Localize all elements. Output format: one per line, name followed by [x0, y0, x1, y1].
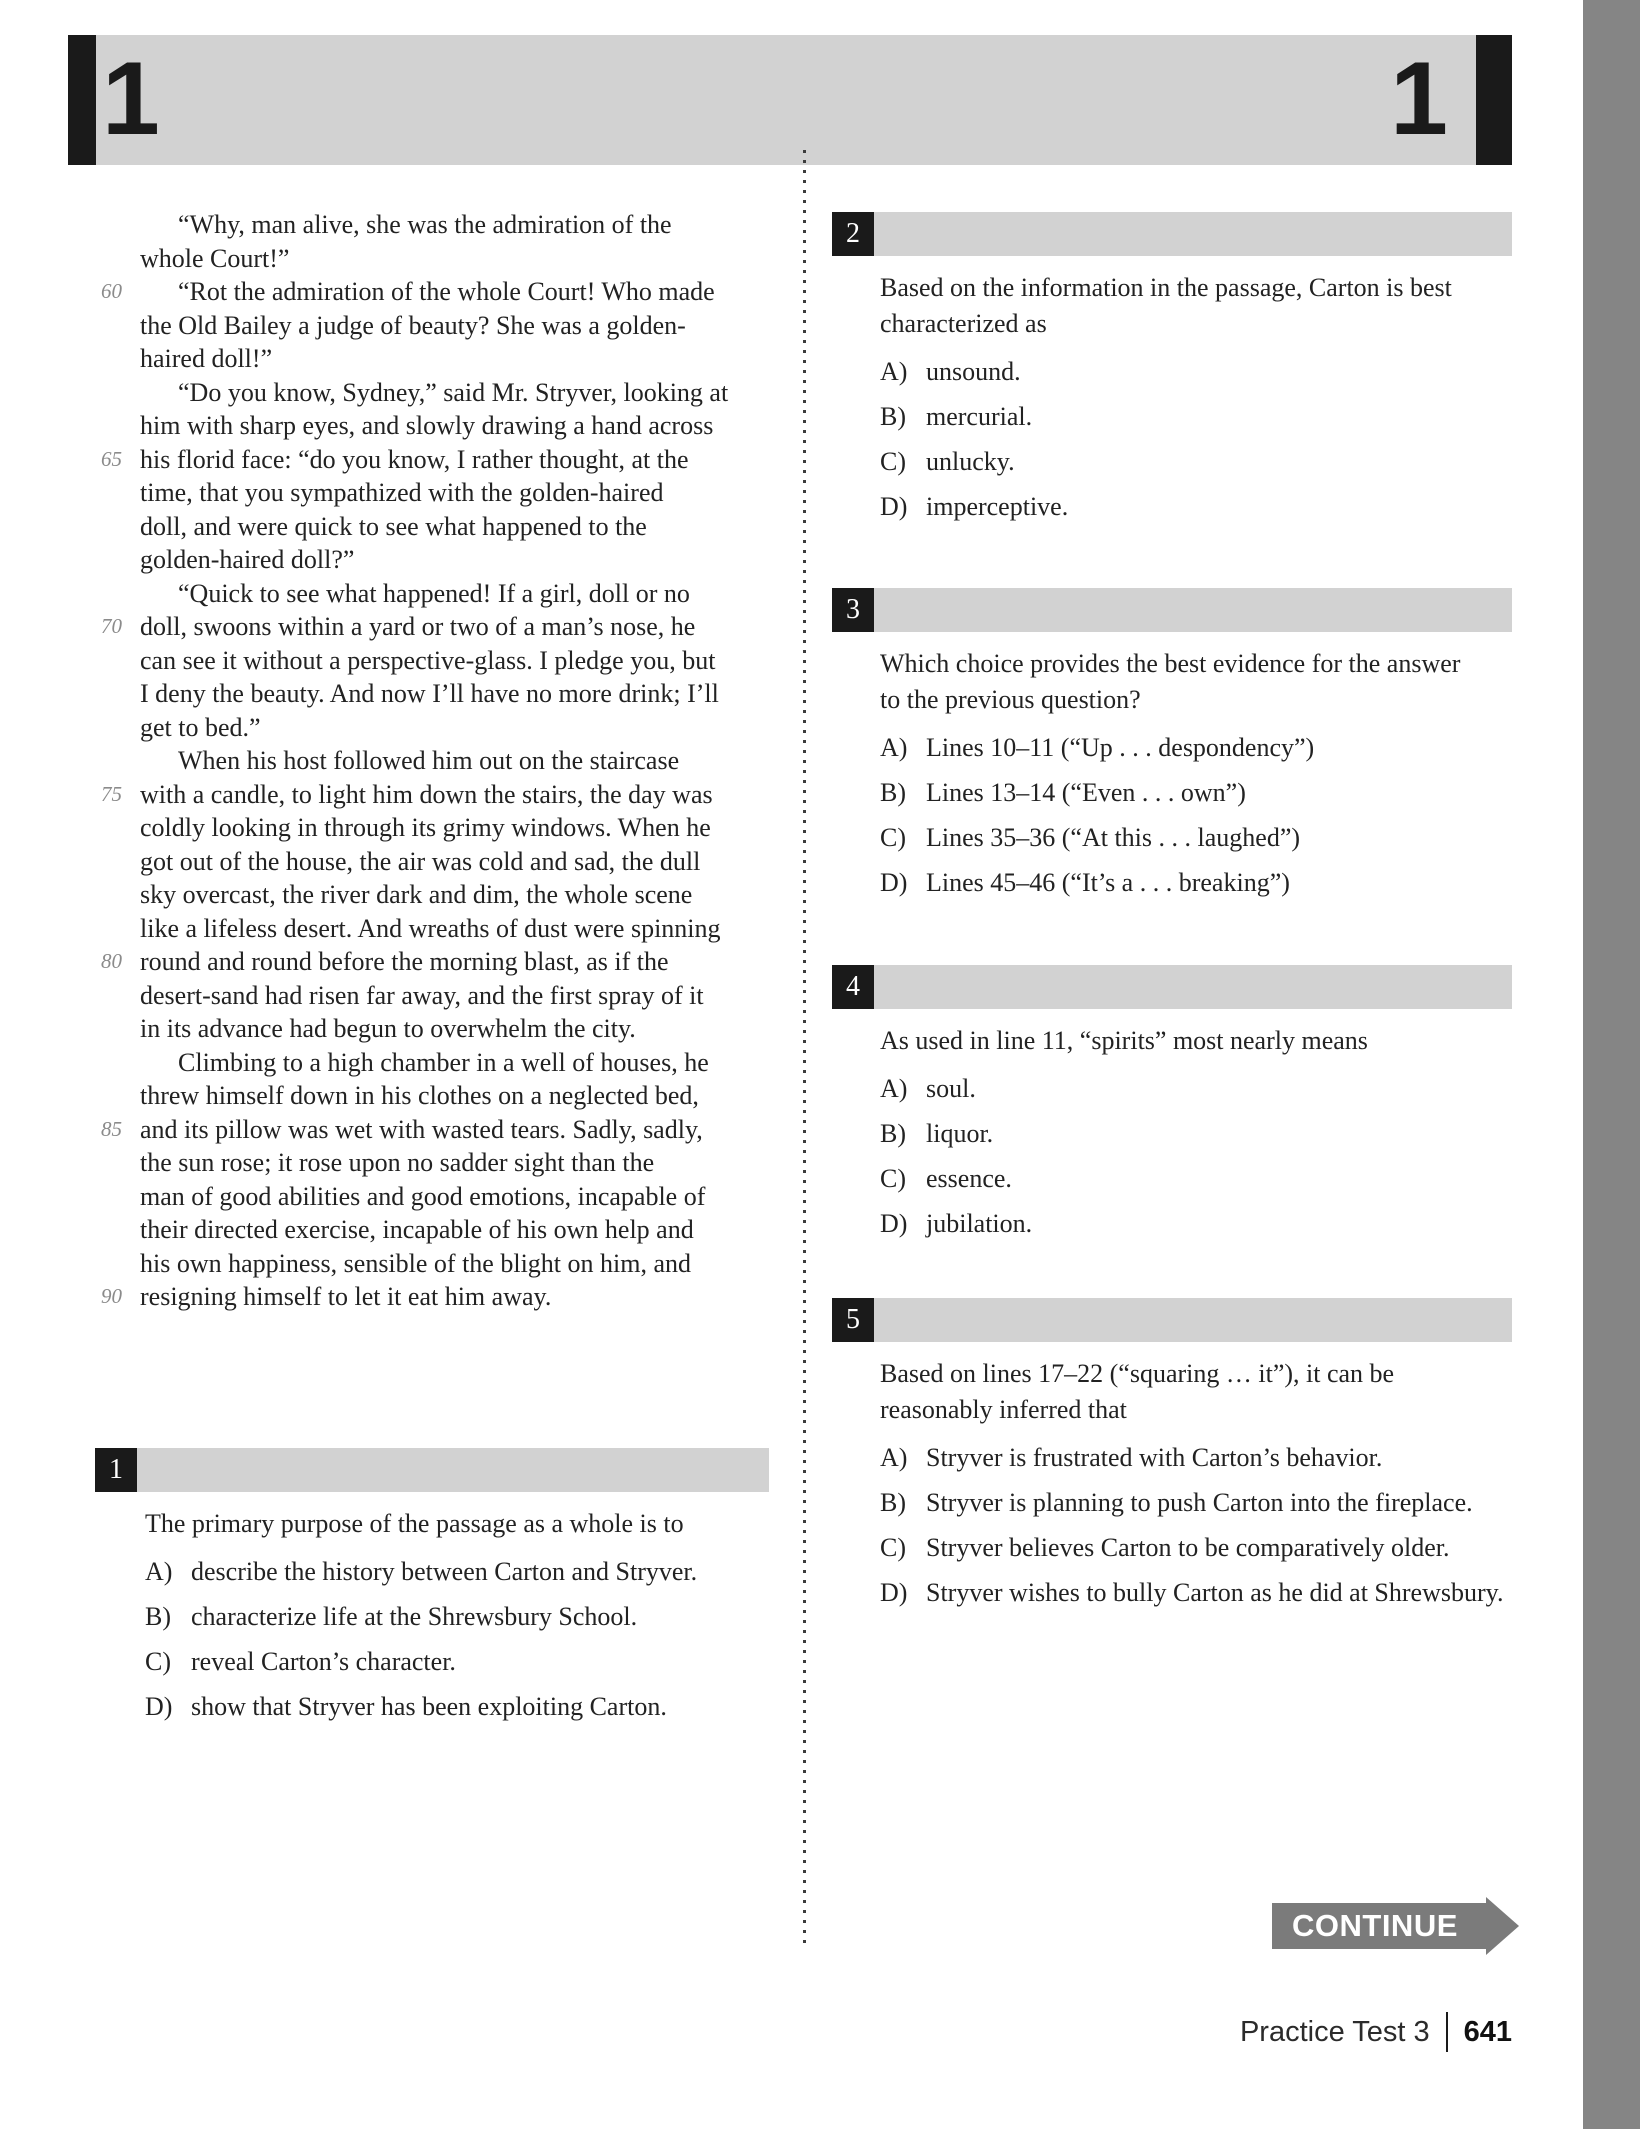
passage-line	[68, 309, 794, 343]
line-number	[68, 208, 140, 242]
choice-letter: A)	[880, 357, 908, 386]
passage-line-text: Climbing to a high chamber in a well of houses, he	[178, 1047, 709, 1077]
answer-choices	[880, 1071, 1512, 1242]
passage-line-text: with a candle, to light him down the stairs, the day was	[140, 779, 713, 809]
passage-line-text: round and round before the morning blast, as if the	[140, 947, 669, 976]
question-5-header	[832, 1298, 1512, 1342]
choice-text: Lines 10–11 (“Up . . . despondency”)	[926, 733, 1315, 762]
footer-test-label: Practice Test 3	[1239, 2015, 1430, 2048]
choice-text: Stryver believes Carton to be comparatively older.	[926, 1533, 1450, 1562]
passage-line	[68, 1146, 794, 1180]
passage-line-text: “Quick to see what happened! If a girl, doll or no	[178, 578, 690, 608]
answer-choice	[880, 1485, 1512, 1521]
choice-letter: D)	[880, 868, 908, 897]
choice-letter: B)	[880, 1119, 906, 1148]
passage-line	[68, 1113, 794, 1147]
passage-line	[68, 1046, 794, 1080]
choice-letter: B)	[880, 1488, 906, 1517]
choice-text: Stryver wishes to bully Carton as he did at Shrewsbury.	[926, 1578, 1504, 1607]
question-header-bar	[874, 212, 1512, 256]
passage-line-text: the sun rose; it rose upon no sadder sight than the	[140, 1148, 655, 1177]
question-header-bar	[137, 1448, 769, 1492]
line-number: 80	[101, 949, 122, 973]
header-right-black-bar	[1476, 35, 1512, 165]
line-number	[68, 845, 140, 879]
passage-line	[68, 409, 794, 443]
question-4	[832, 965, 1512, 1251]
passage-line-text: the Old Bailey a judge of beauty? She was a golden-	[140, 310, 686, 340]
choice-text: Stryver is planning to push Carton into the fireplace.	[926, 1488, 1473, 1517]
passage-line-text: threw himself down in his clothes on a neglected bed,	[140, 1081, 699, 1110]
passage-line-text: man of good abilities and good emotions, incapable of	[140, 1181, 706, 1211]
passage-line	[68, 376, 794, 410]
choice-letter: B)	[880, 402, 906, 431]
line-number	[68, 577, 140, 611]
choice-text: Lines 45–46 (“It’s a . . . breaking”)	[926, 868, 1290, 897]
line-number	[68, 342, 140, 376]
arrow-right-icon	[1486, 1897, 1519, 1955]
choice-text: mercurial.	[926, 402, 1033, 431]
choice-letter: A)	[880, 1443, 908, 1472]
question-3-content	[880, 646, 1512, 901]
passage-line-text: “Rot the admiration of the whole Court! Who made	[178, 277, 715, 306]
passage-line	[68, 510, 794, 544]
line-number	[68, 1012, 140, 1046]
answer-choices	[880, 1440, 1512, 1611]
passage-line	[68, 744, 794, 778]
question-1-content	[145, 1506, 769, 1725]
choice-letter: A)	[145, 1557, 173, 1586]
answer-choice	[880, 354, 1512, 390]
passage-line	[68, 912, 794, 946]
choice-text: Lines 13–14 (“Even . . . own”)	[926, 778, 1246, 807]
line-number	[68, 1046, 140, 1080]
passage-line	[68, 476, 794, 510]
passage-line-text: can see it without a perspective-glass. I pledge you, but	[140, 645, 716, 675]
line-number	[68, 1180, 140, 1214]
passage-line-text: in its advance had begun to overwhelm the city.	[140, 1014, 636, 1043]
answer-choice	[880, 820, 1512, 856]
question-number-box: 3	[832, 588, 874, 632]
question-2-header	[832, 212, 1512, 256]
passage-line-text: their directed exercise, incapable of his own help and	[140, 1215, 694, 1244]
passage-line	[68, 979, 794, 1013]
answer-choice	[880, 1530, 1512, 1566]
answer-choices	[145, 1554, 769, 1725]
answer-choices	[880, 730, 1512, 901]
question-number-box: 1	[95, 1448, 137, 1492]
line-number	[68, 1213, 140, 1247]
passage-line-text: desert-sand had risen far away, and the first spray of it	[140, 980, 704, 1010]
passage-line-text: like a lifeless desert. And wreaths of dust were spinning	[140, 913, 721, 943]
answer-choice	[145, 1644, 769, 1680]
passage-line	[68, 577, 794, 611]
choice-letter: C)	[880, 447, 906, 476]
choice-text: Stryver is frustrated with Carton’s behavior.	[926, 1443, 1383, 1472]
section-header	[68, 35, 1512, 165]
answer-choice	[145, 1599, 769, 1635]
line-number	[68, 309, 140, 343]
passage-line	[68, 610, 794, 644]
passage-line-text: coldly looking in through its grimy windows. When he	[140, 813, 711, 842]
line-number: 85	[101, 1116, 122, 1141]
passage-line	[68, 1247, 794, 1281]
answer-choices	[880, 354, 1512, 525]
page-footer	[832, 2010, 1512, 2054]
answer-choice	[880, 1116, 1512, 1152]
passage-line	[68, 443, 794, 477]
passage-line-text: get to bed.”	[140, 712, 261, 742]
passage-line	[68, 677, 794, 711]
passage-line-text: golden-haired doll?”	[140, 545, 355, 574]
line-number	[68, 409, 140, 443]
question-3	[832, 588, 1512, 910]
choice-text: Lines 35–36 (“At this . . . laughed”)	[926, 823, 1301, 852]
choice-letter: C)	[145, 1647, 171, 1676]
choice-letter: B)	[880, 778, 906, 807]
line-number	[68, 711, 140, 745]
passage-line	[68, 1012, 794, 1046]
question-4-header	[832, 965, 1512, 1009]
passage-line-text: “Do you know, Sydney,” said Mr. Stryver, looking at	[178, 377, 729, 407]
choice-letter: C)	[880, 823, 906, 852]
line-number: 70	[101, 614, 122, 638]
question-3-header	[832, 588, 1512, 632]
line-number	[68, 476, 140, 510]
question-5	[832, 1298, 1512, 1620]
choice-letter: A)	[880, 1074, 908, 1103]
passage-line	[68, 1180, 794, 1214]
passage-line-text: haired doll!”	[140, 344, 273, 373]
answer-choice	[145, 1689, 769, 1725]
passage-line-text: doll, and were quick to see what happened to the	[140, 511, 647, 541]
answer-choice	[880, 1440, 1512, 1476]
passage-line	[68, 778, 794, 812]
question-2	[832, 212, 1512, 534]
line-number	[68, 878, 140, 912]
question-number-box: 2	[832, 212, 874, 256]
answer-choice	[880, 1575, 1512, 1611]
line-number	[68, 510, 140, 544]
passage-line	[68, 945, 794, 979]
question-header-bar	[874, 588, 1512, 632]
passage-line	[68, 1079, 794, 1113]
question-4-content	[880, 1023, 1512, 1242]
passage-line	[68, 208, 794, 242]
passage-line	[68, 242, 794, 276]
line-number	[68, 376, 140, 410]
question-prompt: Based on lines 17–22 (“squaring … it”), it can be reasonably inferred that	[880, 1359, 1395, 1424]
line-number	[68, 242, 140, 276]
answer-choice	[880, 444, 1512, 480]
line-number	[68, 811, 140, 845]
line-number: 65	[101, 446, 122, 471]
answer-choice	[880, 1071, 1512, 1107]
question-number-box: 5	[832, 1298, 874, 1342]
line-number: 75	[101, 781, 122, 806]
footer-divider	[1446, 2012, 1448, 2052]
question-prompt: Based on the information in the passage, Carton is best characterized as	[880, 273, 1452, 338]
choice-letter: D)	[880, 492, 908, 521]
passage-line	[68, 275, 794, 309]
passage-line-text: his florid face: “do you know, I rather thought, at the	[140, 444, 689, 474]
passage-line	[68, 845, 794, 879]
section-number-left: 1	[102, 41, 160, 157]
reading-passage	[68, 208, 794, 1314]
choice-text: imperceptive.	[926, 492, 1069, 521]
choice-text: unsound.	[926, 357, 1021, 386]
choice-text: characterize life at the Shrewsbury School.	[191, 1602, 638, 1631]
passage-line	[68, 1280, 794, 1314]
passage-line	[68, 543, 794, 577]
passage-line-text: resigning himself to let it eat him away.	[140, 1282, 552, 1311]
question-number-box: 4	[832, 965, 874, 1009]
passage-line-text: got out of the house, the air was cold and sad, the dull	[140, 846, 701, 876]
line-number	[68, 912, 140, 946]
choice-letter: C)	[880, 1164, 906, 1193]
passage-line	[68, 342, 794, 376]
line-number	[68, 677, 140, 711]
answer-choice	[880, 1206, 1512, 1242]
question-5-content	[880, 1356, 1512, 1611]
passage-line-text: sky overcast, the river dark and dim, the whole scene	[140, 880, 693, 909]
question-prompt: Which choice provides the best evidence for the answer to the previous question?	[880, 649, 1461, 714]
header-left-black-bar	[68, 35, 96, 165]
choice-text: soul.	[926, 1074, 976, 1103]
passage-line-text: and its pillow was wet with wasted tears. Sadly, sadly,	[140, 1114, 703, 1144]
passage-line-text: doll, swoons within a yard or two of a man’s nose, he	[140, 612, 696, 641]
choice-text: liquor.	[926, 1119, 994, 1148]
choice-letter: D)	[880, 1578, 908, 1607]
question-1	[95, 1448, 769, 1734]
question-2-content	[880, 270, 1512, 525]
section-number-right: 1	[1390, 41, 1448, 157]
choice-text: reveal Carton’s character.	[191, 1647, 456, 1676]
line-number	[68, 644, 140, 678]
line-number: 90	[101, 1284, 122, 1308]
passage-line	[68, 878, 794, 912]
choice-text: jubilation.	[926, 1209, 1033, 1238]
passage-line-text: whole Court!”	[140, 243, 290, 273]
line-number	[68, 1146, 140, 1180]
line-number	[68, 543, 140, 577]
continue-button	[1272, 1897, 1519, 1955]
passage-line-text: When his host followed him out on the staircase	[178, 746, 680, 775]
passage-line	[68, 644, 794, 678]
passage-line-text: “Why, man alive, she was the admiration of the	[178, 210, 672, 239]
choice-letter: D)	[145, 1692, 173, 1721]
answer-choice	[880, 730, 1512, 766]
column-divider	[803, 150, 806, 1950]
question-header-bar	[874, 1298, 1512, 1342]
question-prompt: The primary purpose of the passage as a whole is to	[145, 1509, 684, 1538]
choice-letter: A)	[880, 733, 908, 762]
question-header-bar	[874, 965, 1512, 1009]
passage-line	[68, 811, 794, 845]
answer-choice	[880, 865, 1512, 901]
answer-choice	[880, 399, 1512, 435]
choice-text: essence.	[926, 1164, 1012, 1193]
passage-line-text: time, that you sympathized with the golden-haired	[140, 478, 664, 507]
line-number	[68, 979, 140, 1013]
choice-text: describe the history between Carton and Stryver.	[191, 1557, 698, 1586]
passage-line	[68, 711, 794, 745]
passage-line-text: I deny the beauty. And now I’ll have no more drink; I’ll	[140, 679, 719, 708]
choice-text: show that Stryver has been exploiting Carton.	[191, 1692, 667, 1721]
answer-choice	[145, 1554, 769, 1590]
line-number	[68, 744, 140, 778]
line-number	[68, 1247, 140, 1281]
answer-choice	[880, 1161, 1512, 1197]
footer-page-number: 641	[1463, 2015, 1512, 2048]
continue-label: CONTINUE	[1272, 1903, 1486, 1949]
page-edge-strip	[1583, 0, 1640, 2129]
passage-line-text: his own happiness, sensible of the blight on him, and	[140, 1248, 692, 1278]
question-1-header	[95, 1448, 769, 1492]
answer-choice	[880, 489, 1512, 525]
line-number	[68, 1079, 140, 1113]
answer-choice	[880, 775, 1512, 811]
choice-letter: C)	[880, 1533, 906, 1562]
choice-letter: D)	[880, 1209, 908, 1238]
question-prompt: As used in line 11, “spirits” most nearly means	[880, 1026, 1368, 1055]
choice-letter: B)	[145, 1602, 171, 1631]
passage-line	[68, 1213, 794, 1247]
line-number: 60	[101, 279, 122, 303]
passage-line-text: him with sharp eyes, and slowly drawing a hand across	[140, 411, 714, 440]
choice-text: unlucky.	[926, 447, 1015, 476]
